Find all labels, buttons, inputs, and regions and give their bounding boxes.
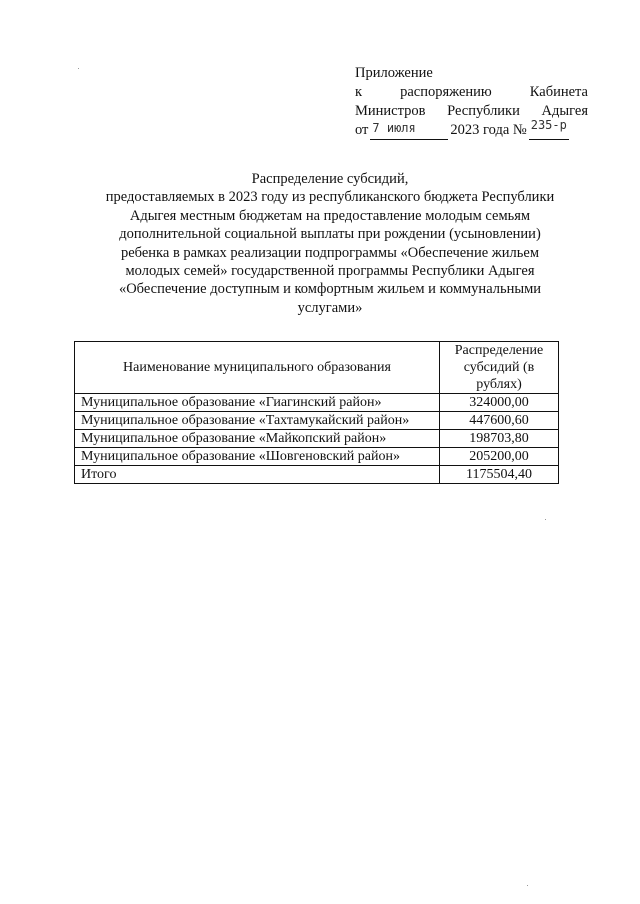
document-title xyxy=(80,170,580,317)
row-value: 447600,60 xyxy=(440,412,559,430)
table-row xyxy=(75,430,559,448)
number-field xyxy=(529,118,569,140)
table-row xyxy=(75,394,559,412)
title-line-3: Адыгея местным бюджетам на предоставление молодым семьям xyxy=(129,207,531,224)
scan-speck xyxy=(527,885,528,886)
header-value-line2: субсидий (в рублях) xyxy=(463,360,535,392)
row-value: 205200,00 xyxy=(440,448,559,466)
table-row xyxy=(75,412,559,430)
total-label: Итого xyxy=(75,466,440,484)
appendix-line-order xyxy=(355,83,588,102)
header-value xyxy=(440,342,559,394)
table-header-row xyxy=(75,342,559,394)
table-total-row xyxy=(75,466,559,484)
appendix-to: к xyxy=(355,84,363,100)
header-value-line1: Распределение xyxy=(454,343,544,358)
appendix-ministers: Министров xyxy=(355,103,426,119)
title-line-7: «Обеспечение доступным и комфортным жильем и коммунальными xyxy=(118,281,542,298)
number-handwritten: 235-р xyxy=(530,118,567,132)
title-line-1: Распределение субсидий, xyxy=(251,171,409,187)
row-name: Муниципальное образование «Шовгеновский район» xyxy=(75,448,440,466)
title-line-5: ребенка в рамках реализации подпрограммы «Обеспечение жильем xyxy=(120,244,539,261)
table-row xyxy=(75,448,559,466)
header-name: Наименование муниципального образования xyxy=(75,342,440,394)
appendix-header xyxy=(355,64,588,140)
appendix-from: от xyxy=(355,122,369,138)
row-name: Муниципальное образование «Майкопский район» xyxy=(75,430,440,448)
date-handwritten: 7 июля xyxy=(372,121,416,135)
appendix-cabinet: Кабинета xyxy=(529,84,588,100)
title-line-2: предоставляемых в 2023 году из республиканского бюджета Республики xyxy=(105,189,555,206)
title-line-6: молодых семей» государственной программы Республики Адыгея xyxy=(125,263,535,280)
row-name: Муниципальное образование «Тахтамукайский район» xyxy=(75,412,440,430)
appendix-adygea: Адыгея xyxy=(541,103,588,119)
total-value: 1175504,40 xyxy=(440,466,559,484)
appendix-year: 2023 года № xyxy=(450,122,527,138)
row-value: 324000,00 xyxy=(440,394,559,412)
title-line-4: дополнительной социальной выплаты при рождении (усыновлении) xyxy=(119,226,541,243)
date-field xyxy=(370,121,448,140)
appendix-order: распоряжению xyxy=(400,84,492,100)
scan-speck xyxy=(545,519,546,520)
appendix-word: Приложение xyxy=(355,65,433,81)
title-line-8: услугами» xyxy=(297,299,363,316)
scan-speck xyxy=(78,68,79,69)
row-name: Муниципальное образование «Гиагинский район» xyxy=(75,394,440,412)
appendix-date-line xyxy=(355,118,588,140)
row-value: 198703,80 xyxy=(440,430,559,448)
appendix-republic: Республики xyxy=(447,103,520,119)
subsidy-table xyxy=(74,341,559,484)
